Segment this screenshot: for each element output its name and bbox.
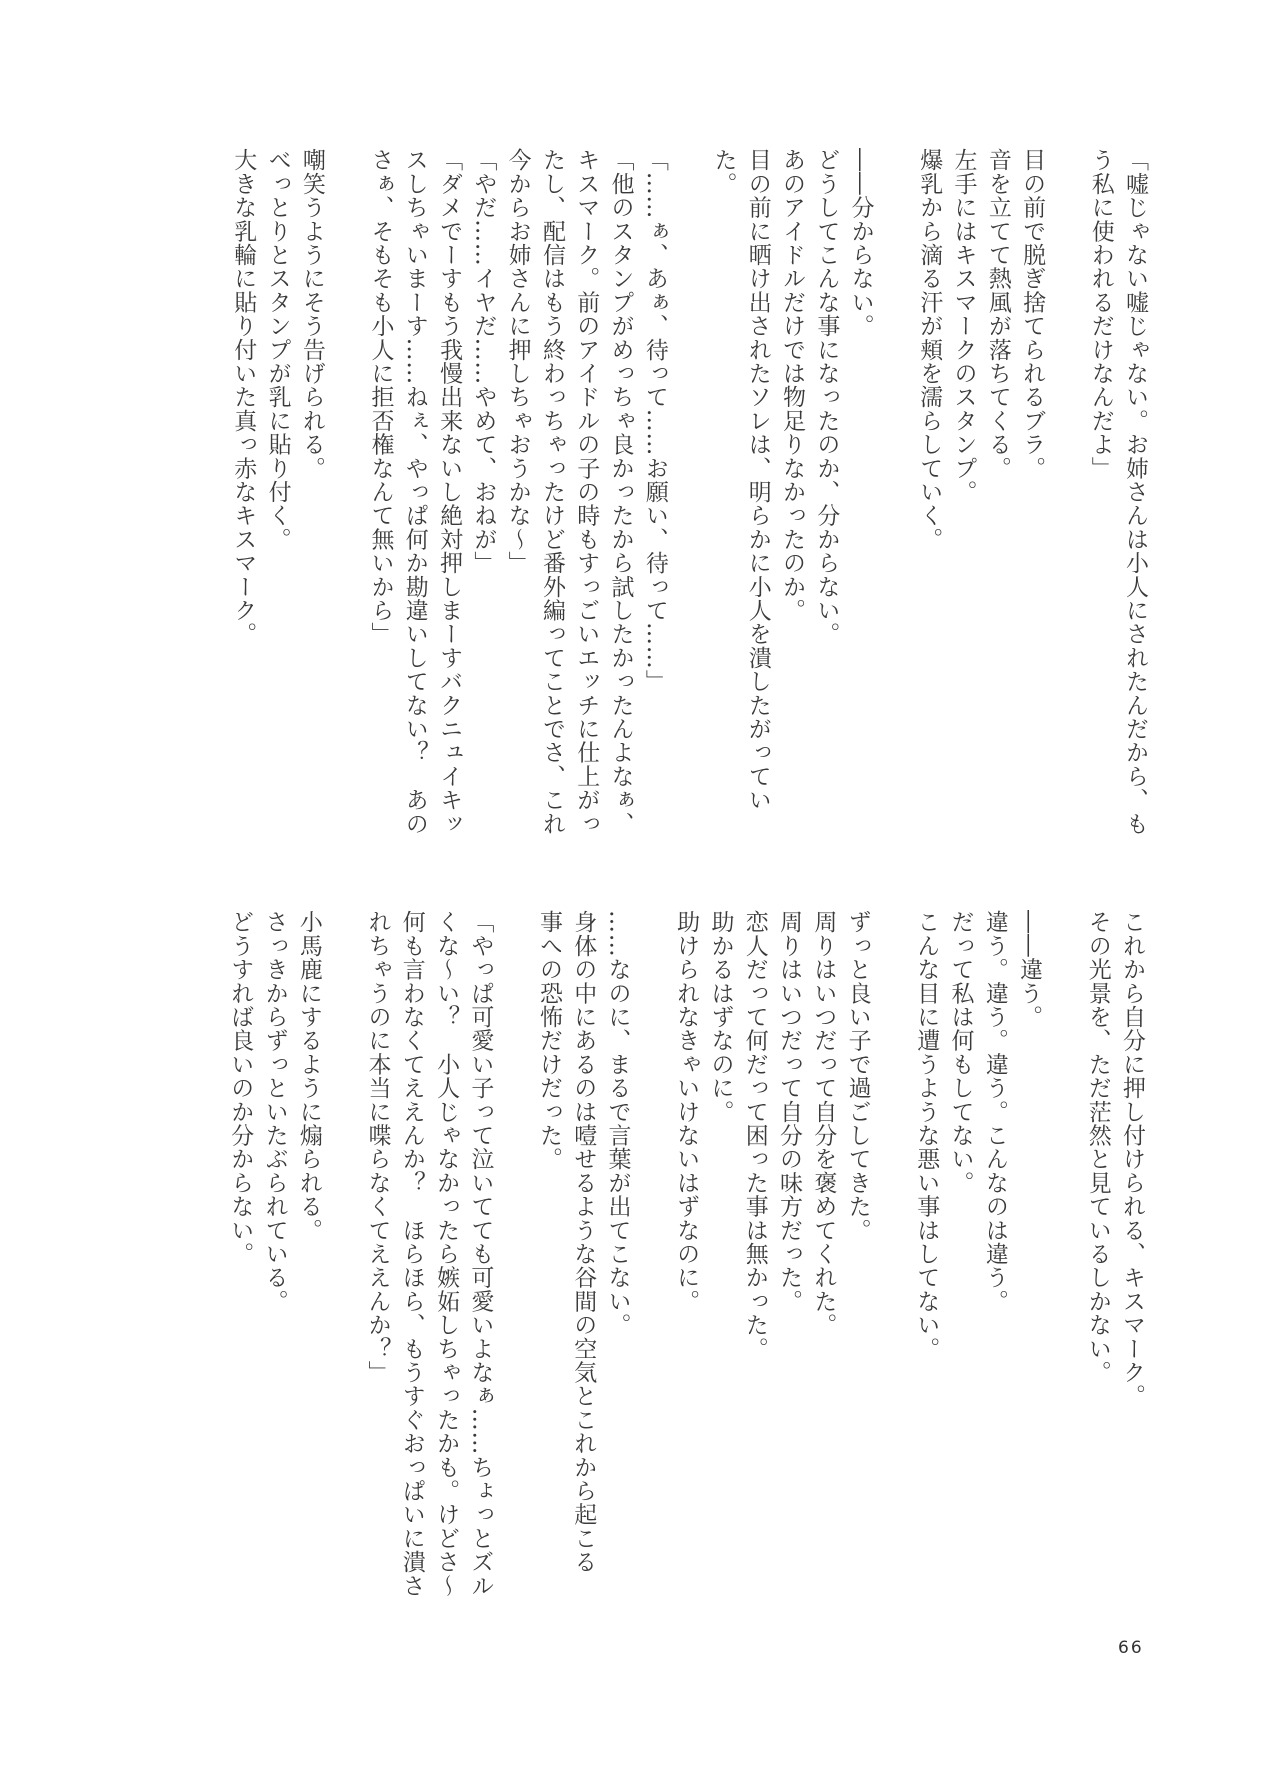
text-line: くな～い？ 小人じゃなかったら嫉妬しちゃったかも。けどさ～ bbox=[433, 910, 460, 1598]
blank-line bbox=[326, 910, 360, 1610]
text-line: 「やだ……イヤだ……やめて、おねが」 bbox=[470, 148, 497, 575]
text-line: 助かるはずなのに。 bbox=[707, 910, 734, 1124]
text-line: 周りはいつだって自分を褒めてくれた。 bbox=[810, 910, 837, 1337]
text-line: どうしてこんな事になったのか、分からない。 bbox=[813, 148, 840, 646]
blank-line bbox=[878, 148, 912, 848]
text-line: 目の前で脱ぎ捨てられるブラ。 bbox=[1019, 148, 1046, 480]
blank-line bbox=[1049, 148, 1083, 848]
text-line: 助けられなきゃいけないはずなのに。 bbox=[673, 910, 700, 1313]
text-line: 「……ぁ、あぁ、待って……お願い、待って……」 bbox=[641, 148, 668, 694]
text-line: 「ダメでーすもう我慢出来ないし絶対押しまーすバクニュイキッ bbox=[436, 148, 463, 836]
text-line: 大きな乳輪に貼り付いた真っ赤なキスマーク。 bbox=[230, 148, 257, 646]
text-line: 爆乳から滴る汗が頬を濡らしていく。 bbox=[916, 148, 943, 551]
text-line: 「他のスタンプがめっちゃ良かったから試したかったんよなぁ、 bbox=[607, 148, 634, 836]
text-line: 違う。違う。違う。こんなのは違う。 bbox=[981, 910, 1008, 1313]
text-line: う私に使われるだけなんだよ」 bbox=[1087, 148, 1114, 480]
text-line: 恋人だって何だって困った事は無かった。 bbox=[741, 910, 768, 1361]
text-line: べっとりとスタンプが乳に貼り付く。 bbox=[264, 148, 291, 551]
blank-line bbox=[635, 910, 669, 1610]
text-line: 左手にはキスマークのスタンプ。 bbox=[950, 148, 977, 504]
text-line: どうすれば良いのか分からない。 bbox=[227, 910, 254, 1266]
text-line: 「やっぱ可愛い子って泣いてても可愛いよなぁ……ちょっとズル bbox=[467, 910, 494, 1598]
text-line: こんな目に遭うような悪い事はしてない。 bbox=[913, 910, 940, 1361]
text-line: たし、配信はもう終わっちゃったけど番外編ってことでさ、これ bbox=[538, 148, 565, 836]
text-line: 音を立てて熱風が落ちてくる。 bbox=[984, 148, 1011, 480]
text-line: 事への恐怖だけだった。 bbox=[535, 910, 562, 1171]
text-line: ずっと良い子で過ごしてきた。 bbox=[844, 910, 871, 1242]
text-line: これから自分に押し付けられる、キスマーク。 bbox=[1119, 910, 1145, 1408]
text-line: 小馬鹿にするように煽られる。 bbox=[295, 910, 322, 1242]
text-line: その光景を、ただ茫然と見ているしかない。 bbox=[1084, 910, 1111, 1384]
text-line: ――違う。 bbox=[1016, 910, 1043, 1029]
text-line: さぁ、そもそも小人に拒否権なんて無いから」 bbox=[367, 148, 394, 646]
text-line: 今からお姉さんに押しちゃおうかな～」 bbox=[504, 148, 531, 575]
blank-line bbox=[329, 148, 363, 848]
text-line: 周りはいつだって自分の味方だった。 bbox=[776, 910, 803, 1313]
text-line: だって私は何もしてない。 bbox=[947, 910, 974, 1195]
blank-line bbox=[875, 910, 909, 1610]
text-line: あのアイドルだけでは物足りなかったのか。 bbox=[779, 148, 806, 622]
text-block-bottom bbox=[223, 910, 1149, 1610]
text-line: キスマーク。前のアイドルの子の時もすっごいエッチに仕上がっ bbox=[573, 148, 600, 836]
text-line: ……なのに、まるで言葉が出てこない。 bbox=[604, 910, 631, 1337]
blank-line bbox=[1046, 910, 1080, 1610]
text-line: 目の前に晒け出されたソレは、明らかに小人を潰したがってい bbox=[744, 148, 771, 812]
text-line: さっきからずっといたぶられている。 bbox=[261, 910, 288, 1313]
blank-line bbox=[497, 910, 531, 1610]
text-line: 「嘘じゃない嘘じゃない。お姉さんは小人にされたんだから、も bbox=[1122, 148, 1148, 836]
page-number: 66 bbox=[1118, 1638, 1144, 1658]
text-line: ――分からない。 bbox=[847, 148, 874, 338]
text-line: スしちゃいまーす……ねぇ、やっぱ何か勘違いしてない？ あの bbox=[401, 148, 428, 836]
text-line: れちゃうのに本当に喋らなくてええんか？」 bbox=[364, 910, 391, 1384]
text-line: た。 bbox=[710, 148, 737, 196]
text-block-top bbox=[226, 148, 1152, 848]
text-line: 嘲笑うようにそう告げられる。 bbox=[298, 148, 325, 480]
text-line: 何も言わなくてええんか？ ほらほら、もうすぐおっぱいに潰さ bbox=[398, 910, 425, 1598]
blank-line bbox=[672, 148, 706, 848]
text-line: 身体の中にあるのは噎せるような谷間の空気とこれから起こる bbox=[570, 910, 597, 1574]
